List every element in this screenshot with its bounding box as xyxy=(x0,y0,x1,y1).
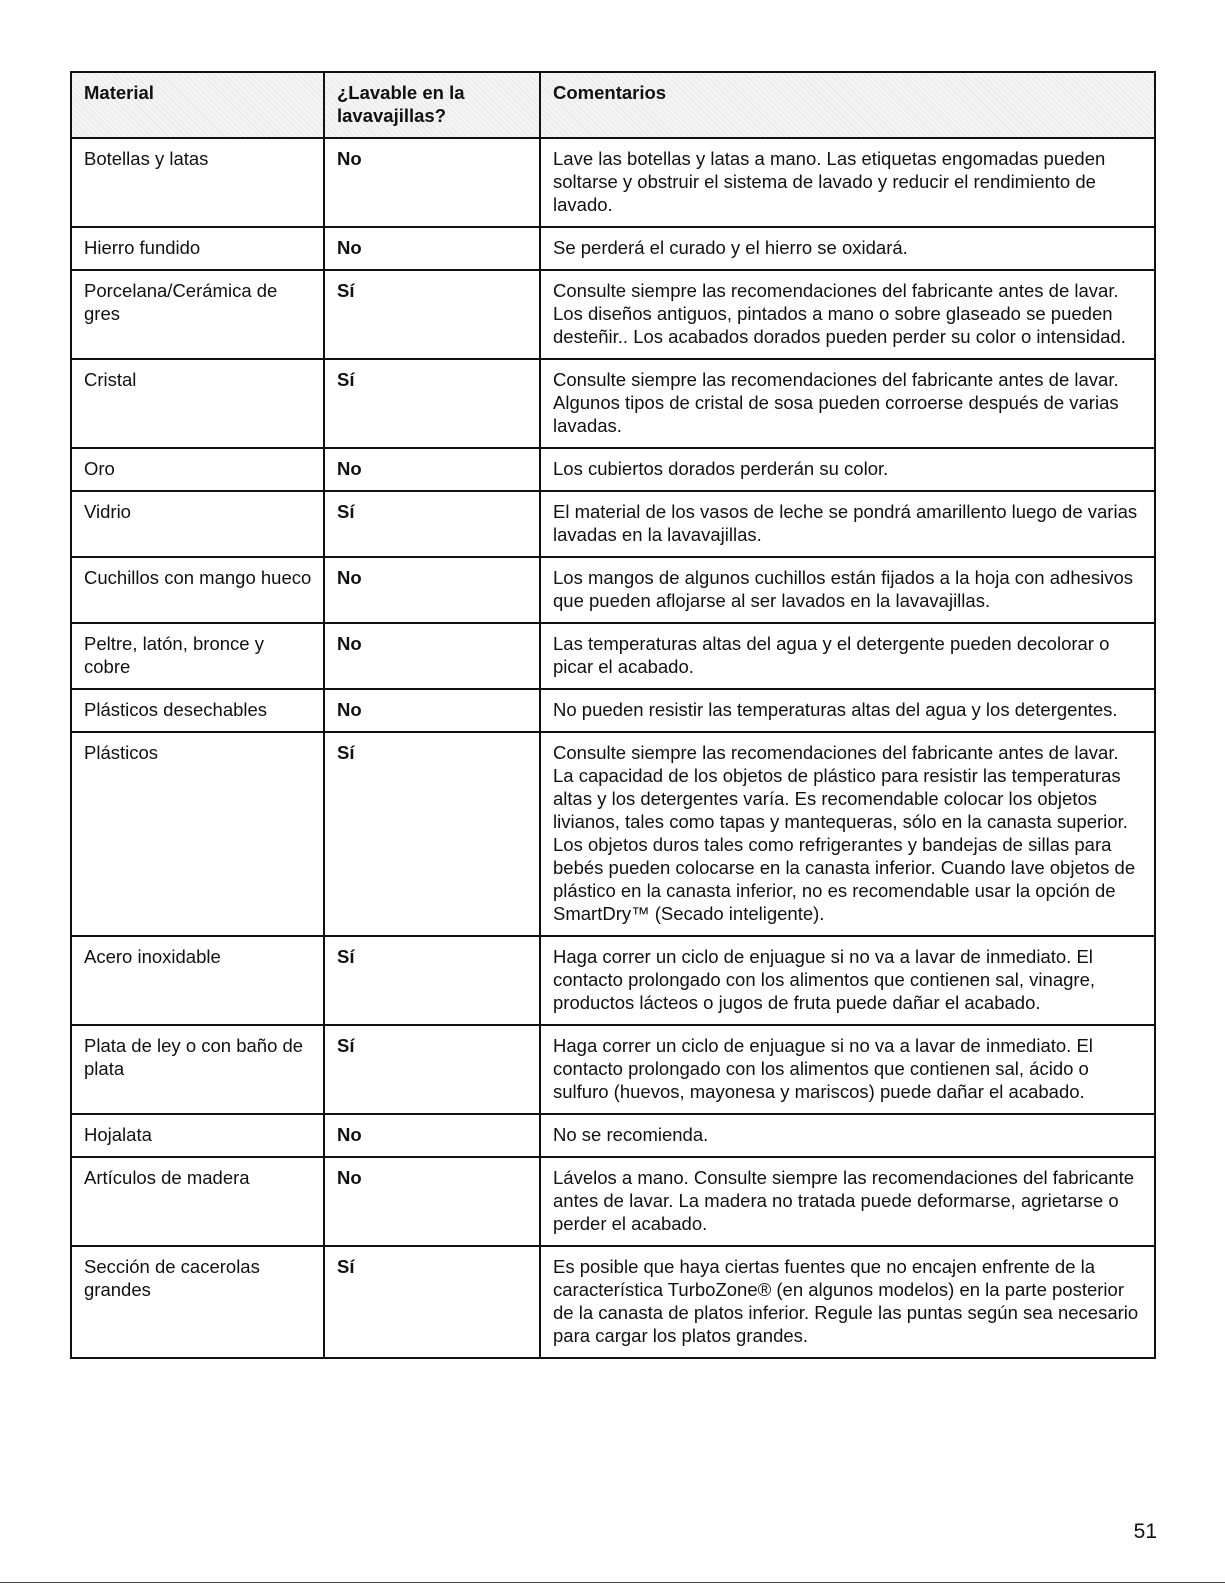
header-comments: Comentarios xyxy=(540,72,1155,138)
material-cell: Hierro fundido xyxy=(71,227,324,270)
washable-cell: Sí xyxy=(324,270,540,359)
table-row xyxy=(71,1157,1155,1246)
table-row xyxy=(71,936,1155,1025)
washable-cell: Sí xyxy=(324,732,540,936)
comments-cell: Los cubiertos dorados perderán su color. xyxy=(540,448,1155,491)
material-cell: Plásticos desechables xyxy=(71,689,324,732)
material-cell: Cristal xyxy=(71,359,324,448)
comments-cell: No pueden resistir las temperaturas altas del agua y los detergentes. xyxy=(540,689,1155,732)
header-washable: ¿Lavable en la lavavajillas? xyxy=(324,72,540,138)
material-cell: Porcelana/Cerámica de gres xyxy=(71,270,324,359)
material-cell: Cuchillos con mango hueco xyxy=(71,557,324,623)
table-header-row xyxy=(71,72,1155,138)
washable-cell: Sí xyxy=(324,936,540,1025)
material-cell: Botellas y latas xyxy=(71,138,324,227)
material-cell: Plata de ley o con baño de plata xyxy=(71,1025,324,1114)
page-bottom-divider xyxy=(0,1582,1225,1583)
washable-cell: No xyxy=(324,623,540,689)
comments-cell: Lávelos a mano. Consulte siempre las recomendaciones del fabricante antes de lavar. La madera no tratada puede deformarse, agrietarse o perder el acabado. xyxy=(540,1157,1155,1246)
material-compatibility-table xyxy=(70,71,1156,1359)
table-row xyxy=(71,270,1155,359)
comments-cell: Los mangos de algunos cuchillos están fijados a la hoja con adhesivos que pueden aflojarse al ser lavados en la lavavajillas. xyxy=(540,557,1155,623)
table-row xyxy=(71,227,1155,270)
washable-cell: Sí xyxy=(324,359,540,448)
comments-cell: Lave las botellas y latas a mano. Las etiquetas engomadas pueden soltarse y obstruir el sistema de lavado y reducir el rendimiento de lavado. xyxy=(540,138,1155,227)
table-row xyxy=(71,623,1155,689)
material-cell: Vidrio xyxy=(71,491,324,557)
page-number: 51 xyxy=(1133,1520,1157,1543)
washable-cell: No xyxy=(324,1157,540,1246)
washable-cell: Sí xyxy=(324,1025,540,1114)
washable-cell: No xyxy=(324,138,540,227)
comments-cell: Consulte siempre las recomendaciones del fabricante antes de lavar. Los diseños antiguos, pintados a mano o sobre glaseado se pueden desteñir.. Los acabados dorados pueden perder su color o intensidad. xyxy=(540,270,1155,359)
material-cell: Artículos de madera xyxy=(71,1157,324,1246)
table-row xyxy=(71,448,1155,491)
washable-cell: No xyxy=(324,557,540,623)
material-cell: Acero inoxidable xyxy=(71,936,324,1025)
comments-cell: Haga correr un ciclo de enjuague si no va a lavar de inmediato. El contacto prolongado con los alimentos que contienen sal, vinagre, productos lácteos o jugos de fruta puede dañar el acabado. xyxy=(540,936,1155,1025)
header-material: Material xyxy=(71,72,324,138)
washable-cell: Sí xyxy=(324,491,540,557)
comments-cell: Consulte siempre las recomendaciones del fabricante antes de lavar. Algunos tipos de cristal de sosa pueden corroerse después de varias lavadas. xyxy=(540,359,1155,448)
table-row xyxy=(71,138,1155,227)
comments-cell: No se recomienda. xyxy=(540,1114,1155,1157)
washable-cell: No xyxy=(324,227,540,270)
table-row xyxy=(71,359,1155,448)
material-cell: Oro xyxy=(71,448,324,491)
comments-cell: Se perderá el curado y el hierro se oxidará. xyxy=(540,227,1155,270)
table-row xyxy=(71,732,1155,936)
table-row xyxy=(71,1114,1155,1157)
table-row xyxy=(71,1025,1155,1114)
comments-cell: Es posible que haya ciertas fuentes que no encajen enfrente de la característica TurboZone® (en algunos modelos) en la parte posterior de la canasta de platos inferior. Regule las puntas según sea necesario para cargar los platos grandes. xyxy=(540,1246,1155,1358)
comments-cell: Consulte siempre las recomendaciones del fabricante antes de lavar. La capacidad de los objetos de plástico para resistir las temperaturas altas y los detergentes varía. Es recomendable colocar los objetos livianos, tales como tapas y mantequeras, sólo en la canasta superior. Los objetos duros tales como refrigerantes y bandejas de sillas para bebés pueden colocarse en la canasta inferior. Cuando lave objetos de plástico en la canasta inferior, no es recomendable usar la opción de SmartDry™ (Secado inteligente). xyxy=(540,732,1155,936)
comments-cell: El material de los vasos de leche se pondrá amarillento luego de varias lavadas en la lavavajillas. xyxy=(540,491,1155,557)
table-row xyxy=(71,689,1155,732)
comments-cell: Haga correr un ciclo de enjuague si no va a lavar de inmediato. El contacto prolongado con los alimentos que contienen sal, ácido o sulfuro (huevos, mayonesa y mariscos) puede dañar el acabado. xyxy=(540,1025,1155,1114)
table-row xyxy=(71,557,1155,623)
washable-cell: No xyxy=(324,448,540,491)
table-row xyxy=(71,491,1155,557)
material-cell: Peltre, latón, bronce y cobre xyxy=(71,623,324,689)
washable-cell: No xyxy=(324,1114,540,1157)
comments-cell: Las temperaturas altas del agua y el detergente pueden decolorar o picar el acabado. xyxy=(540,623,1155,689)
material-cell: Plásticos xyxy=(71,732,324,936)
material-cell: Hojalata xyxy=(71,1114,324,1157)
washable-cell: Sí xyxy=(324,1246,540,1358)
washable-cell: No xyxy=(324,689,540,732)
material-cell: Sección de cacerolas grandes xyxy=(71,1246,324,1358)
table-row xyxy=(71,1246,1155,1358)
